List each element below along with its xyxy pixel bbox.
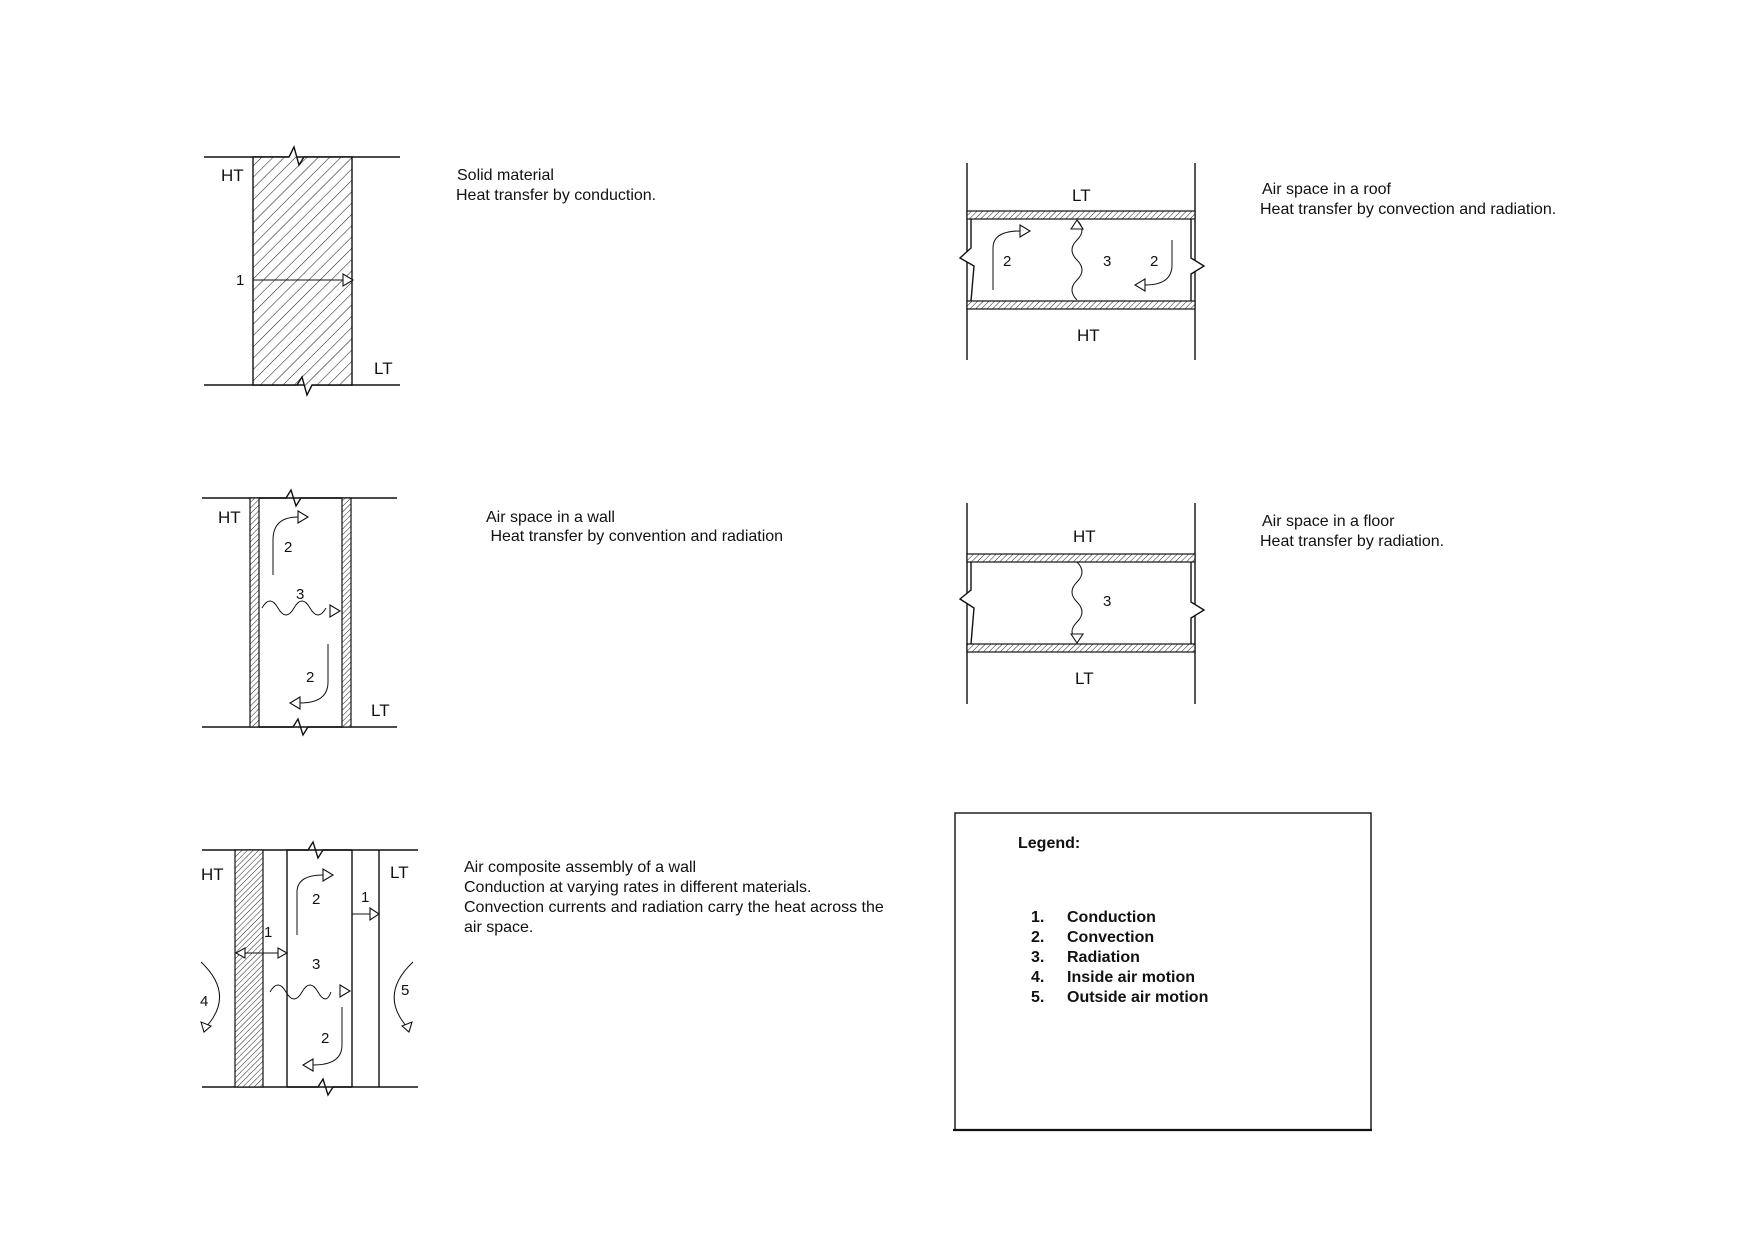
- floor-right-break: [1191, 562, 1204, 644]
- wall-radiation-arrowhead-icon: [330, 605, 340, 617]
- floor-ht-label: HT: [1073, 527, 1096, 546]
- composite-caption-line-2: Conduction at varying rates in different materials.: [464, 879, 812, 896]
- wall-number-2-top: 2: [284, 539, 293, 556]
- wall-convection-up-arrowhead-icon: [298, 511, 308, 523]
- wall-top-break: [259, 490, 342, 506]
- floor-lt-label: LT: [1075, 669, 1094, 688]
- roof-number-2-left: 2: [1003, 253, 1012, 270]
- solid-number-1: 1: [236, 272, 245, 289]
- floor-caption-line-2: Heat transfer by radiation.: [1260, 533, 1445, 550]
- composite-convection-down-arrowhead-icon: [303, 1059, 313, 1071]
- solid-material-diagram: [204, 147, 656, 395]
- roof-radiation-arrowhead-icon: [1071, 220, 1083, 229]
- roof-number-2-right: 2: [1150, 253, 1159, 270]
- composite-number-4: 4: [200, 993, 209, 1010]
- floor-radiation-wave: [1072, 562, 1082, 640]
- composite-caption-line-4: air space.: [464, 919, 534, 936]
- legend-item-5-number: 5.: [1031, 989, 1045, 1006]
- composite-number-2-top: 2: [312, 891, 321, 908]
- solid-wall-section: [253, 147, 352, 395]
- floor-number-3: 3: [1103, 593, 1112, 610]
- composite-radiation-wave: [270, 985, 331, 999]
- wall-lt-label: LT: [371, 701, 390, 720]
- roof-caption-line-2: Heat transfer by convection and radiation.: [1260, 201, 1557, 218]
- solid-ht-label: HT: [221, 166, 244, 185]
- composite-number-3: 3: [312, 956, 321, 973]
- wall-caption-line-1: Air space in a wall: [486, 509, 615, 526]
- roof-convection-left-arrowhead-icon: [1020, 225, 1030, 237]
- wall-number-2-bottom: 2: [306, 669, 315, 686]
- legend-item-inside-air-motion: Inside air motion: [1067, 969, 1196, 986]
- legend-title: Legend:: [1018, 835, 1081, 852]
- legend-item-outside-air-motion: Outside air motion: [1067, 989, 1209, 1006]
- composite-radiation-arrowhead-icon: [340, 985, 350, 997]
- wall-right-panel: [342, 498, 351, 727]
- solid-caption-line-2: Heat transfer by conduction.: [456, 187, 657, 204]
- composite-conduction-2-arrowhead-icon: [370, 908, 379, 920]
- floor-air-space-diagram: [960, 503, 1444, 704]
- wall-air-space-diagram: [202, 490, 783, 735]
- legend-item-1-number: 1.: [1031, 909, 1045, 926]
- floor-radiation-arrowhead-icon: [1071, 634, 1083, 643]
- composite-number-1-right: 1: [361, 889, 370, 906]
- composite-number-5: 5: [401, 982, 410, 999]
- roof-ht-label: HT: [1077, 326, 1100, 345]
- composite-lt-label: LT: [390, 863, 409, 882]
- composite-ht-label: HT: [201, 865, 224, 884]
- roof-right-break: [1191, 219, 1204, 301]
- solid-lt-label: LT: [374, 359, 393, 378]
- wall-left-panel: [250, 498, 259, 727]
- solid-caption-line-1: Solid material: [457, 167, 554, 184]
- wall-ht-label: HT: [218, 508, 241, 527]
- legend-item-convection: Convection: [1067, 929, 1155, 946]
- legend-item-conduction: Conduction: [1067, 909, 1156, 926]
- composite-number-2-bottom: 2: [321, 1030, 330, 1047]
- legend-item-2-number: 2.: [1031, 929, 1045, 946]
- legend-item-radiation: Radiation: [1067, 949, 1140, 966]
- legend-item-3-number: 3.: [1031, 949, 1045, 966]
- composite-caption-line-1: Air composite assembly of a wall: [464, 859, 697, 876]
- legend-box: [953, 813, 1372, 1130]
- outside-air-motion-arrowhead-icon: [402, 1022, 412, 1032]
- roof-number-3: 3: [1103, 253, 1112, 270]
- floor-caption-line-1: Air space in a floor: [1262, 513, 1395, 530]
- roof-air-space-diagram: [960, 163, 1556, 360]
- composite-conduction-right-arrowhead-icon: [278, 948, 287, 958]
- wall-caption-line-2: Heat transfer by convention and radiation: [486, 528, 784, 545]
- wall-convection-down-arrowhead-icon: [290, 697, 300, 709]
- composite-caption-line-3: Convection currents and radiation carry the heat across the: [464, 899, 884, 916]
- roof-convection-right-arrowhead-icon: [1135, 279, 1145, 291]
- wall-bottom-break: [259, 719, 342, 735]
- roof-upper-panel: [967, 211, 1195, 219]
- legend-item-4-number: 4.: [1031, 969, 1045, 986]
- roof-caption-line-1: Air space in a roof: [1262, 181, 1391, 198]
- roof-lower-panel: [967, 301, 1195, 309]
- roof-lt-label: LT: [1072, 186, 1091, 205]
- composite-wall-diagram: [200, 842, 884, 1095]
- composite-masonry-layer: [235, 850, 263, 1087]
- floor-lower-panel: [967, 644, 1195, 652]
- roof-radiation-wave: [1072, 220, 1082, 300]
- composite-convection-up-arrowhead-icon: [323, 869, 333, 881]
- composite-number-1-left: 1: [264, 924, 273, 941]
- wall-radiation-wave: [262, 601, 326, 615]
- floor-upper-panel: [967, 554, 1195, 562]
- wall-number-3: 3: [296, 586, 305, 603]
